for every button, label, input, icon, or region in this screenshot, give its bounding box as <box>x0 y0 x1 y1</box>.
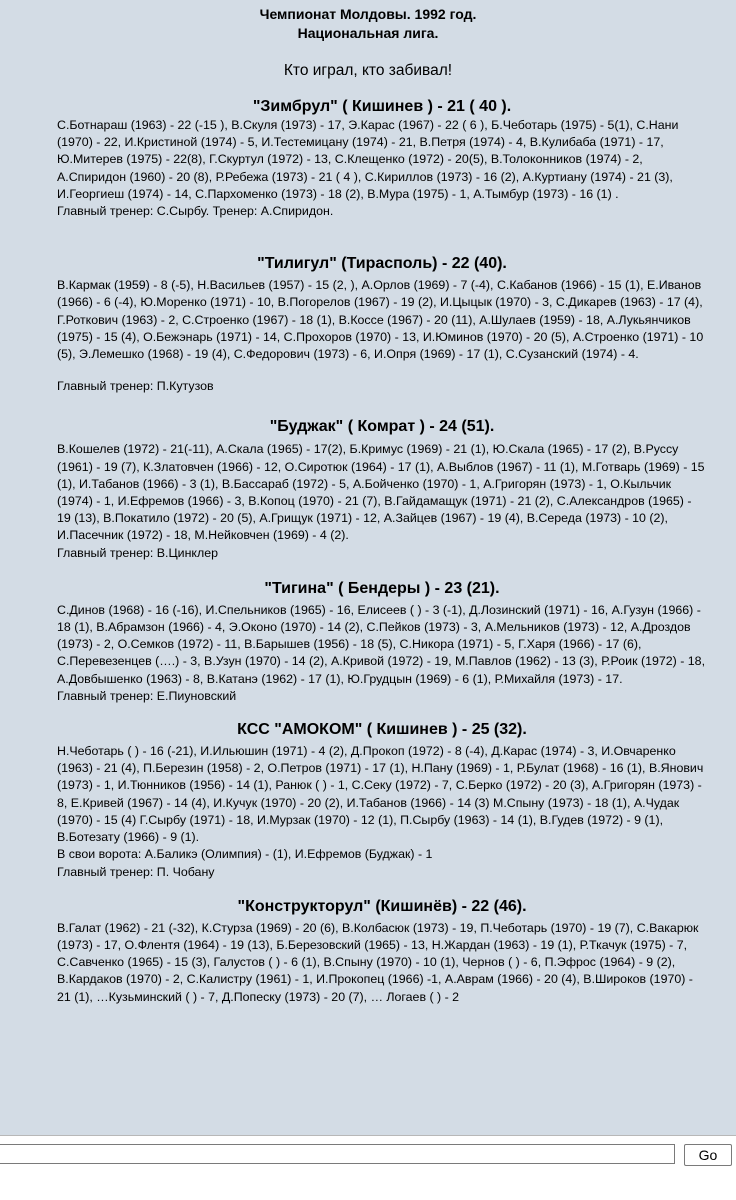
league-title: Национальная лига. <box>297 25 439 41</box>
team-section-zimbru <box>57 97 707 220</box>
team-coach: Главный тренер: С.Сырбу. Тренер: А.Спиридон. <box>57 204 334 219</box>
team-players: Н.Чеботарь ( ) - 16 (-21), И.Ильюшин (1971) - 4 (2), Д.Прокоп (1972) - 8 (-4), Д.Карас (1974) - 3, И.Овчаренко (1963) - 21 (4), П.Березин (1958) - 2, О.Петров (1971) - 17 (1), Н.Пану (1969) - 1, Р.Булат (1968) - 16 (1), В.Янович (1973) - 1, И.Тюнников (1956) - 14 (1), Ранюк ( ) - 1, С.Секу (1972) - 7, С.Берко (1972) - 20 (3), А.Григорян (1973) - 8, Е.Кривей (1967) - 14 (4), И.Кучук (1970) - 20 (2), И.Табанов (1966) - 14 (3) М.Спыну (1973) - 18 (1), А.Чудак (1970) - 15 (4) Г.Сырбу (1971) - 18, И.Мурзак (1970) - 12 (1), П.Сырбу (1963) - 14 (1), В.Гудев (1972) - 9 (1), В.Ботезату (1966) - 9 (1). <box>57 744 704 845</box>
team-title: "Тигина" ( Бендеры ) - 23 (21). <box>264 579 500 597</box>
search-input[interactable] <box>0 1144 675 1164</box>
go-button[interactable]: Go <box>684 1144 732 1166</box>
page-title: Чемпионат Молдовы. 1992 год. <box>259 6 477 22</box>
team-section-tiligul <box>57 254 707 395</box>
team-title: "Тилигул" (Тирасполь) - 22 (40). <box>257 255 507 273</box>
team-title: "Конструкторул" (Кишинёв) - 22 (46). <box>237 897 527 915</box>
team-players: С.Динов (1968) - 16 (-16), И.Спельников (1965) - 16, Елисеев ( ) - 3 (-1), Д.Лозинский (1971) - 16, А.Гузун (1966) - 18 (1), В.Абрамзон (1966) - 4, Э.Оконо (1970) - 14 (2), С.Пейков (1973) - 3, А.Мельников (1973) - 12, А.Дроздов (1973) - 2, О.Семков (1972) - 11, В.Барышев (1956) - 18 (5), С.Никора (1971) - 5, Г.Харя (1966) - 17 (6), С.Перевезенцев (….) - 3, В.Узун (1970) - 14 (2), А.Кривой (1972) - 19, М.Павлов (1962) - 13 (3), Р.Роик (1972) - 18, А.Довбышенко (1963) - 8, В.Катанэ (1962) - 17 (1), Ю.Грудцын (1969) - 6 (1), Р.Михайля (1973) - 17. <box>57 602 706 686</box>
team-section-amocom <box>57 720 707 881</box>
team-section-budjak <box>57 417 707 561</box>
team-section-constructorul <box>57 897 707 1006</box>
team-players: В.Кошелев (1972) - 21(-11), А.Скала (1965) - 17(2), Б.Кримус (1969) - 21 (1), Ю.Скала (1965) - 17 (2), В.Руссу (1961) - 19 (7), К.Златовчен (1966) - 12, О.Сиротюк (1964) - 17 (1), А.Выблов (1967) - 11 (1), М.Готварь (1969) - 15 (1), И.Табанов (1966) - 3 (1), В.Бассараб (1972) - 5, А.Бойченко (1970) - 1, А.Григорян (1973) - 1, О.Кыльчик (1974) - 1, И.Ефремов (1966) - 3, В.Копоц (1970) - 21 (7), В.Гайдамащук (1971) - 21 (2), С.Александров (1965) - 19 (13), В.Покатило (1972) - 20 (5), А.Грищук (1971) - 12, А.Зайцев (1967) - 19 (4), В.Середа (1973) - 10 (2), И.Пасечник (1972) - 18, М.Нейковчен (1969) - 4 (2). <box>57 442 705 543</box>
team-coach: Главный тренер: Е.Пиуновский <box>57 688 237 703</box>
team-players: С.Ботнараш (1963) - 22 (-15 ), В.Скуля (1973) - 17, Э.Карас (1967) - 22 ( 6 ), Б.Чеботарь (1975) - 5(1), С.Нани (1970) - 22, И.Кристиной (1974) - 5, И.Тестемицану (1974) - 21, В.Петря (1974) - 4, В.Кулибаба (1971) - 17, Ю.Митерев (1975) - 22(8), Г.Скуртул (1972) - 13, С.Клещенко (1972) - 20(5), В.Толоконников (1974) - 2, А.Спиридон (1960) - 20 (8), Р.Ребежа (1973) - 21 ( 4 ), С.Кириллов (1973) - 16 (2), А.Куртиану (1974) - 21 (3), И.Георгиеш (1974) - 14, С.Пархоменко (1973) - 18 (2), В.Мура (1975) - 1, А.Тымбур (1973) - 16 (1) . <box>57 118 679 201</box>
team-title: "Буджак" ( Комрат ) - 24 (51). <box>269 418 495 436</box>
team-coach: Главный тренер: П. Чобану <box>57 864 215 879</box>
team-players: В.Кармак (1959) - 8 (-5), Н.Васильев (1957) - 15 (2, ), А.Орлов (1969) - 7 (-4), С.Кабанов (1966) - 15 (1), Е.Иванов (1966) - 6 (-4), Ю.Моренко (1971) - 10, В.Погорелов (1967) - 19 (2), И.Цыцык (1970) - 3, С.Дикарев (1963) - 17 (4), Г.Роткович (1963) - 2, С.Строенко (1967) - 18 (1), В.Коссе (1967) - 20 (11), А.Шулаев (1959) - 18, А.Лукьянчиков (1975) - 15 (4), О.Бежэнарь (1971) - 14, С.Прохоров (1970) - 13, И.Юминов (1970) - 20 (5), А.Строенко (1971) - 10 (5), Э.Лемешко (1968) - 19 (4), С.Федорович (1973) - 6, И.Опря (1969) - 17 (1), С.Сузанский (1974) - 4. <box>57 278 704 362</box>
page-subtitle: Кто играл, кто забивал! <box>283 62 453 79</box>
bottom-search-bar <box>0 1135 736 1200</box>
team-section-tighina <box>57 579 707 705</box>
team-players: В.Галат (1962) - 21 (-32), К.Стурза (1969) - 20 (6), В.Колбасюк (1973) - 19, П.Чеботарь (1970) - 19 (7), С.Вакарюк (1973) - 17, О.Флентя (1964) - 19 (13), Б.Березовский (1965) - 13, Н.Жардан (1963) - 19 (1), Р.Ткачук (1975) - 7, С.Савченко (1965) - 15 (3), Галустов ( ) - 6 (1), В.Спыну (1970) - 10 (1), Чернов ( ) - 6, П.Эфрос (1964) - 9 (2), В.Кардаков (1970) - 2, С.Калистру (1961) - 1, И.Прокопец (1966) -1, А.Аврам (1966) - 20 (4), В.Широков (1970) - 21 (1), …Кузьминский ( ) - 7, Д.Попеску (1973) - 20 (7), … Логаев ( ) - 2 <box>57 920 699 1004</box>
team-title: КСС "АМОКОМ" ( Кишинев ) - 25 (32). <box>237 721 527 739</box>
team-own-goals: В свои ворота: А.Баликэ (Олимпия) - (1), И.Ефремов (Буджак) - 1 <box>57 847 433 862</box>
team-title: "Зимбрул" ( Кишинев ) - 21 ( 40 ). <box>252 98 512 115</box>
team-coach: Главный тренер: П.Кутузов <box>57 379 214 394</box>
team-coach: Главный тренер: В.Цинклер <box>57 545 219 560</box>
